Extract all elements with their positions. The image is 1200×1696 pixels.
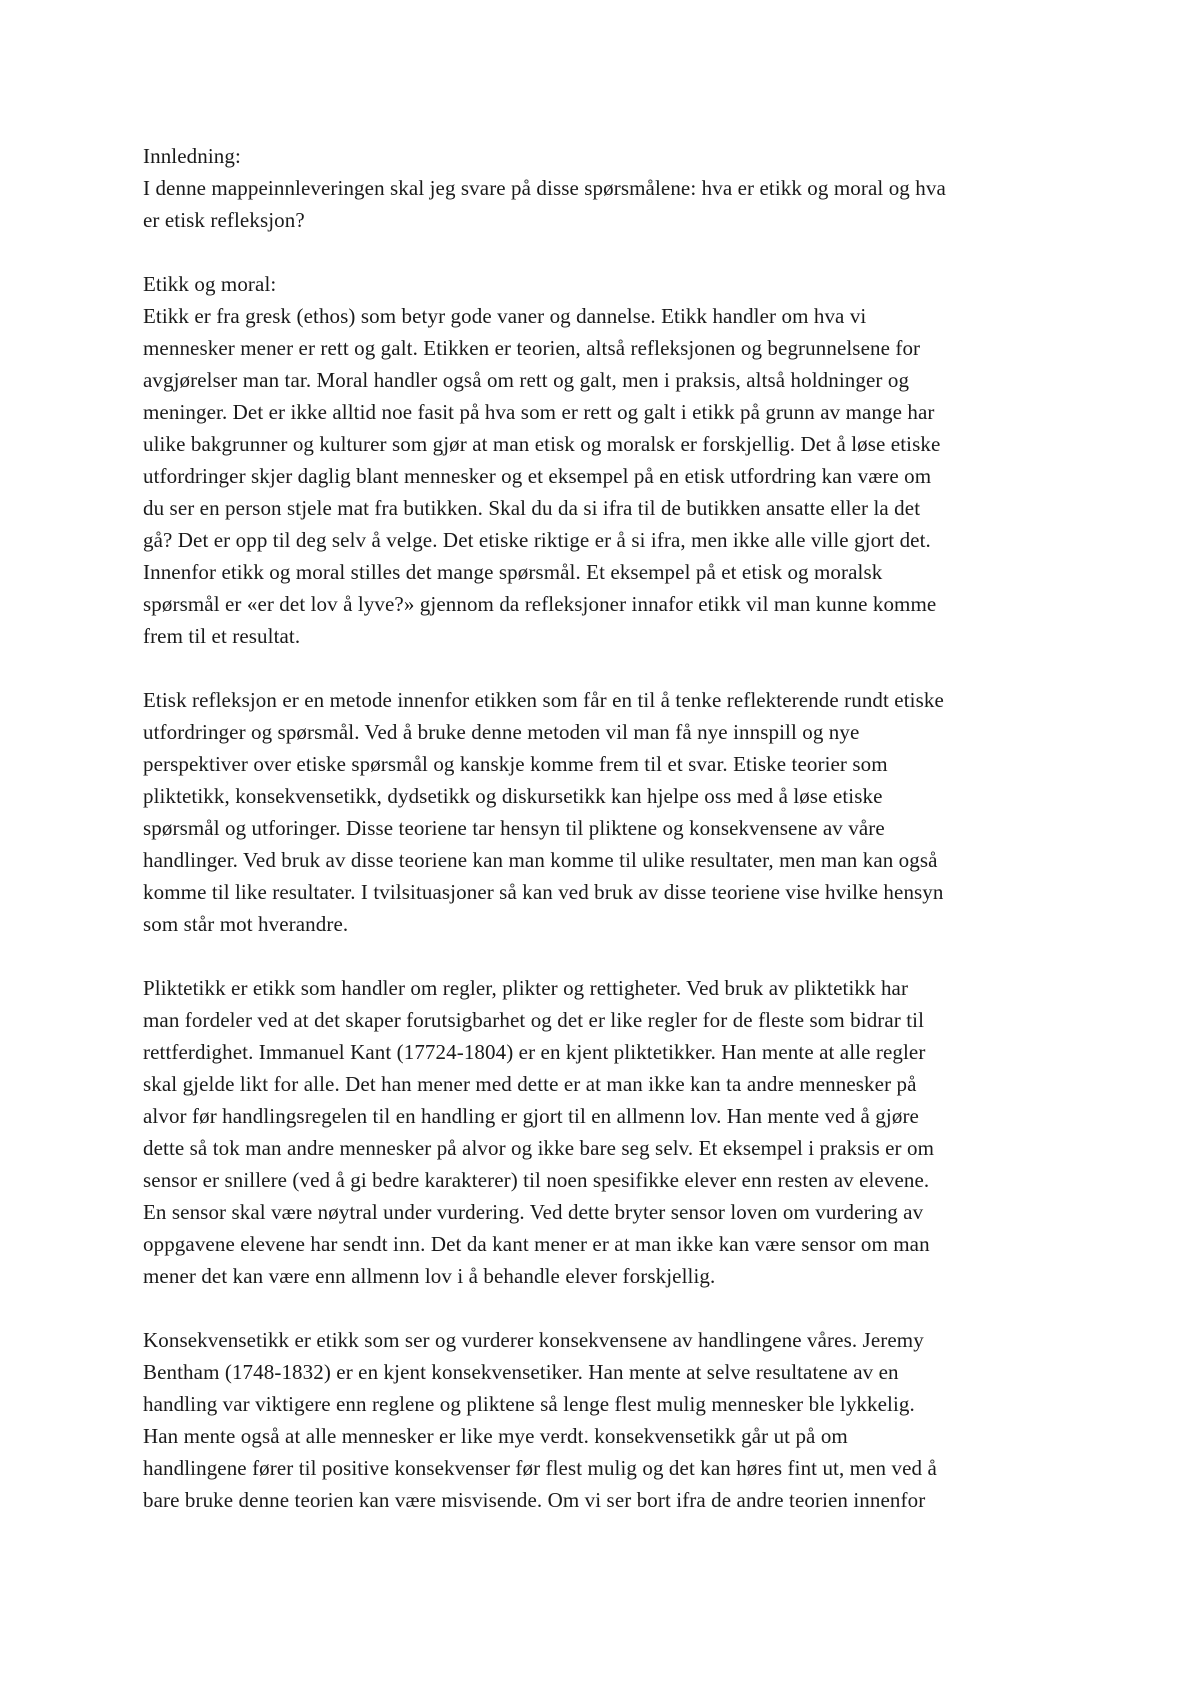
- paragraph: [143, 972, 1073, 1292]
- paragraph-spacer: [143, 1292, 1073, 1324]
- text-line: handling var viktigere enn reglene og pliktene så lenge flest mulig mennesker ble lykkelig.: [143, 1392, 915, 1416]
- text-line: Han mente også at alle mennesker er like mye verdt. konsekvensetikk går ut på om: [143, 1424, 848, 1448]
- text-line: Innenfor etikk og moral stilles det mange spørsmål. Et eksempel på et etisk og moralsk: [143, 560, 883, 584]
- paragraph: [143, 268, 1073, 652]
- text-line: handlinger. Ved bruk av disse teoriene kan man komme til ulike resultater, men man kan også: [143, 848, 938, 872]
- text-line: Bentham (1748-1832) er en kjent konsekvensetiker. Han mente at selve resultatene av en: [143, 1360, 899, 1384]
- paragraph-spacer: [143, 940, 1073, 972]
- text-line: Etikk og moral:: [143, 272, 277, 296]
- text-line: oppgavene elevene har sendt inn. Det da kant mener er at man ikke kan være sensor om man: [143, 1232, 930, 1256]
- text-line: skal gjelde likt for alle. Det han mener med dette er at man ikke kan ta andre mennesker på: [143, 1072, 917, 1096]
- text-line: spørsmål er «er det lov å lyve?» gjennom da refleksjoner innafor etikk vil man kunne komme: [143, 592, 937, 616]
- text-line: pliktetikk, konsekvensetikk, dydsetikk og diskursetikk kan hjelpe oss med å løse etiske: [143, 784, 883, 808]
- text-line: du ser en person stjele mat fra butikken. Skal du da si ifra til de butikken ansatte eller la det: [143, 496, 921, 520]
- text-line: I denne mappeinnleveringen skal jeg svare på disse spørsmålene: hva er etikk og moral og hva: [143, 176, 946, 200]
- text-line: frem til et resultat.: [143, 624, 301, 648]
- text-line: utfordringer skjer daglig blant mennesker og et eksempel på en etisk utfordring kan være om: [143, 464, 932, 488]
- text-line: Etikk er fra gresk (ethos) som betyr gode vaner og dannelse. Etikk handler om hva vi: [143, 304, 867, 328]
- text-line: Innledning:: [143, 144, 241, 168]
- document-page: [143, 140, 1073, 1516]
- paragraph-spacer: [143, 652, 1073, 684]
- text-line: avgjørelser man tar. Moral handler også om rett og galt, men i praksis, altså holdninger og: [143, 368, 910, 392]
- text-line: komme til like resultater. I tvilsituasjoner så kan ved bruk av disse teoriene vise hvilke hensyn: [143, 880, 944, 904]
- text-line: Etisk refleksjon er en metode innenfor etikken som får en til å tenke reflekterende rundt etiske: [143, 688, 944, 712]
- text-line: perspektiver over etiske spørsmål og kanskje komme frem til et svar. Etiske teorier som: [143, 752, 888, 776]
- text-line: sensor er snillere (ved å gi bedre karakterer) til noen spesifikke elever enn resten av elevene.: [143, 1168, 930, 1192]
- text-line: bare bruke denne teorien kan være misvisende. Om vi ser bort ifra de andre teorien innenfor: [143, 1488, 926, 1512]
- text-line: meninger. Det er ikke alltid noe fasit på hva som er rett og galt i etikk på grunn av mange har: [143, 400, 935, 424]
- paragraph: [143, 140, 1073, 236]
- text-line: En sensor skal være nøytral under vurdering. Ved dette bryter sensor loven om vurdering av: [143, 1200, 924, 1224]
- text-line: spørsmål og utforinger. Disse teoriene tar hensyn til pliktene og konsekvensene av våre: [143, 816, 885, 840]
- text-line: man fordeler ved at det skaper forutsigbarhet og det er like regler for de fleste som bidrar til: [143, 1008, 925, 1032]
- paragraph-spacer: [143, 236, 1073, 268]
- text-line: er etisk refleksjon?: [143, 208, 305, 232]
- text-line: mennesker mener er rett og galt. Etikken er teorien, altså refleksjonen og begrunnelsene for: [143, 336, 921, 360]
- text-line: som står mot hverandre.: [143, 912, 349, 936]
- text-line: rettferdighet. Immanuel Kant (17724-1804) er en kjent pliktetikker. Han mente at alle regler: [143, 1040, 926, 1064]
- text-line: Pliktetikk er etikk som handler om regler, plikter og rettigheter. Ved bruk av pliktetikk har: [143, 976, 909, 1000]
- text-line: ulike bakgrunner og kulturer som gjør at man etisk og moralsk er forskjellig. Det å løse etiske: [143, 432, 941, 456]
- text-line: Konsekvensetikk er etikk som ser og vurderer konsekvensene av handlingene våres. Jeremy: [143, 1328, 924, 1352]
- text-line: dette så tok man andre mennesker på alvor og ikke bare seg selv. Et eksempel i praksis er om: [143, 1136, 934, 1160]
- text-line: utfordringer og spørsmål. Ved å bruke denne metoden vil man få nye innspill og nye: [143, 720, 860, 744]
- paragraph: [143, 1324, 1073, 1516]
- text-line: alvor før handlingsregelen til en handling er gjort til en allmenn lov. Han mente ved å gjøre: [143, 1104, 919, 1128]
- text-line: gå? Det er opp til deg selv å velge. Det etiske riktige er å si ifra, men ikke alle ville gjort det.: [143, 528, 931, 552]
- text-line: mener det kan være enn allmenn lov i å behandle elever forskjellig.: [143, 1264, 716, 1288]
- text-line: handlingene fører til positive konsekvenser før flest mulig og det kan høres fint ut, men ved å: [143, 1456, 937, 1480]
- paragraph: [143, 684, 1073, 940]
